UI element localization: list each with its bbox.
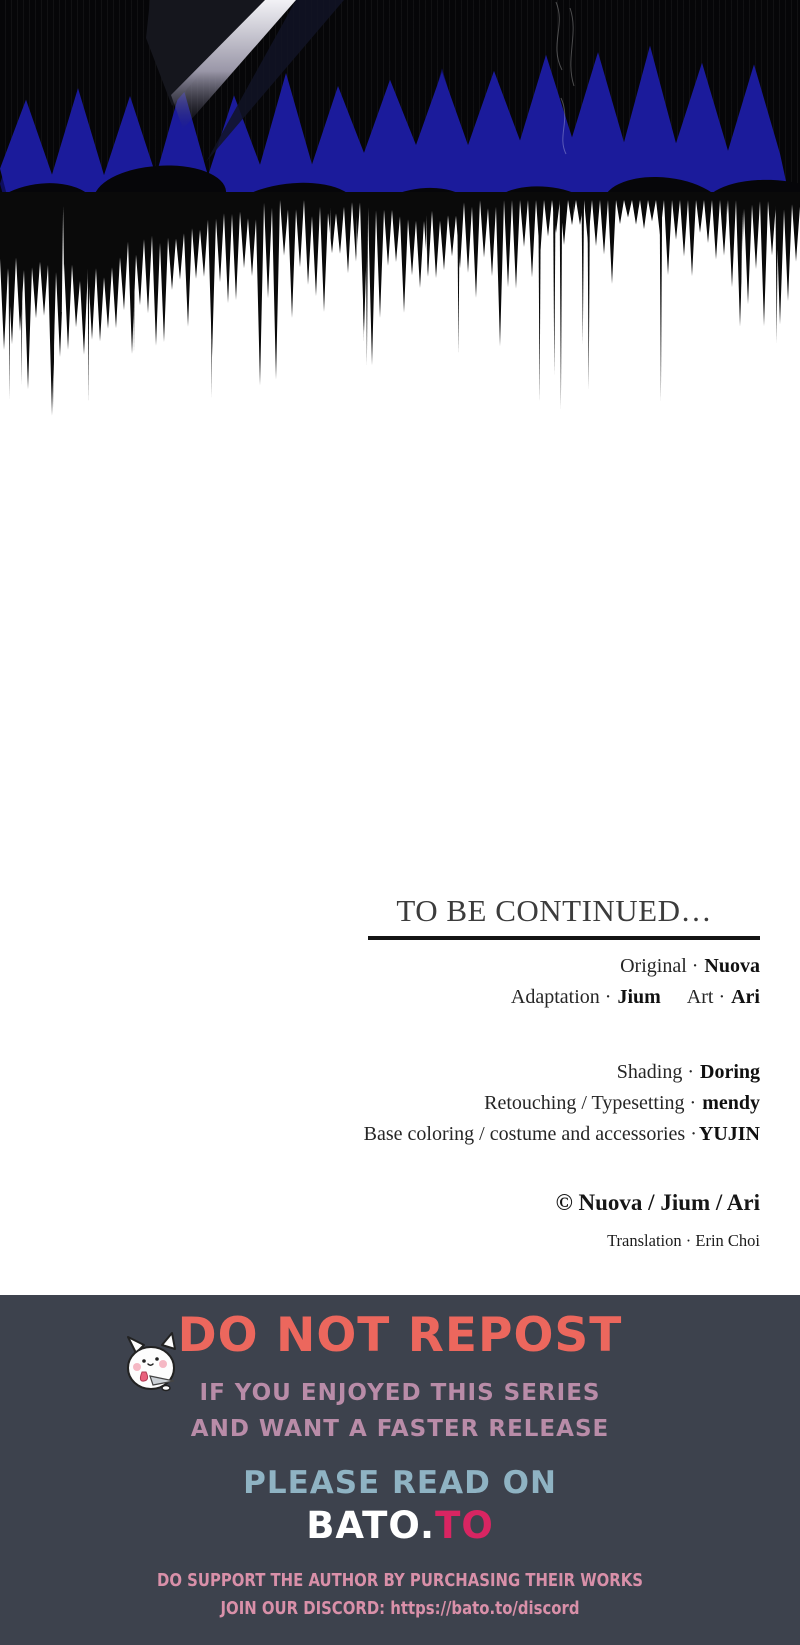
enjoy-line-1: IF YOU ENJOYED THIS SERIES bbox=[199, 1380, 601, 1406]
credits-group-main bbox=[364, 951, 760, 1013]
credit-name: Ari bbox=[731, 986, 760, 1008]
credit-adaptation-art bbox=[364, 982, 760, 1013]
credit-label: Original · bbox=[620, 955, 699, 977]
bato-site-tld: TO bbox=[435, 1504, 494, 1547]
light-beam-art bbox=[0, 0, 800, 427]
discord-line: JOIN OUR DISCORD: https://bato.to/discord bbox=[220, 1599, 580, 1619]
credit-label: Retouching / Typesetting · bbox=[484, 1092, 697, 1114]
credit-label: Adaptation · bbox=[510, 986, 612, 1008]
do-not-repost-text: DO NOT REPOST bbox=[177, 1308, 623, 1363]
to-be-continued-title: TO BE CONTINUED… bbox=[396, 893, 712, 928]
credit-label: Base coloring / costume and accessories · bbox=[363, 1123, 697, 1145]
credit-label: Shading · bbox=[616, 1061, 694, 1083]
credit-base-coloring bbox=[364, 1119, 760, 1150]
credit-name: Doring bbox=[700, 1061, 760, 1083]
bato-site-name: BATO. bbox=[306, 1504, 436, 1547]
translation-line: Translation · Erin Choi bbox=[607, 1231, 760, 1250]
bato-wordmark bbox=[0, 1504, 800, 1547]
credit-original bbox=[364, 951, 760, 982]
credits-group-staff bbox=[364, 1057, 760, 1150]
credit-name: YUJIN bbox=[698, 1123, 760, 1145]
enjoy-line-2: AND WANT A FASTER RELEASE bbox=[190, 1416, 610, 1442]
support-message bbox=[60, 1567, 740, 1623]
bunny-mascot-icon bbox=[120, 1331, 184, 1393]
credit-name: mendy bbox=[702, 1092, 760, 1114]
title-underline bbox=[368, 936, 760, 940]
footer-banner bbox=[0, 1295, 800, 1645]
credit-label: Art · bbox=[686, 986, 726, 1008]
support-line: DO SUPPORT THE AUTHOR BY PURCHASING THEIR WORKS bbox=[156, 1571, 644, 1591]
credits-block bbox=[364, 893, 760, 1251]
credit-name: Nuova bbox=[704, 955, 760, 977]
credit-retouching bbox=[364, 1088, 760, 1119]
copyright-line: © Nuova / Jium / Ari bbox=[555, 1190, 760, 1215]
top-artwork bbox=[0, 0, 800, 427]
please-read-on-text: PLEASE READ ON bbox=[243, 1465, 557, 1501]
filigree-lines bbox=[556, 2, 574, 154]
credit-name: Jium bbox=[617, 986, 661, 1008]
credit-shading bbox=[364, 1057, 760, 1088]
